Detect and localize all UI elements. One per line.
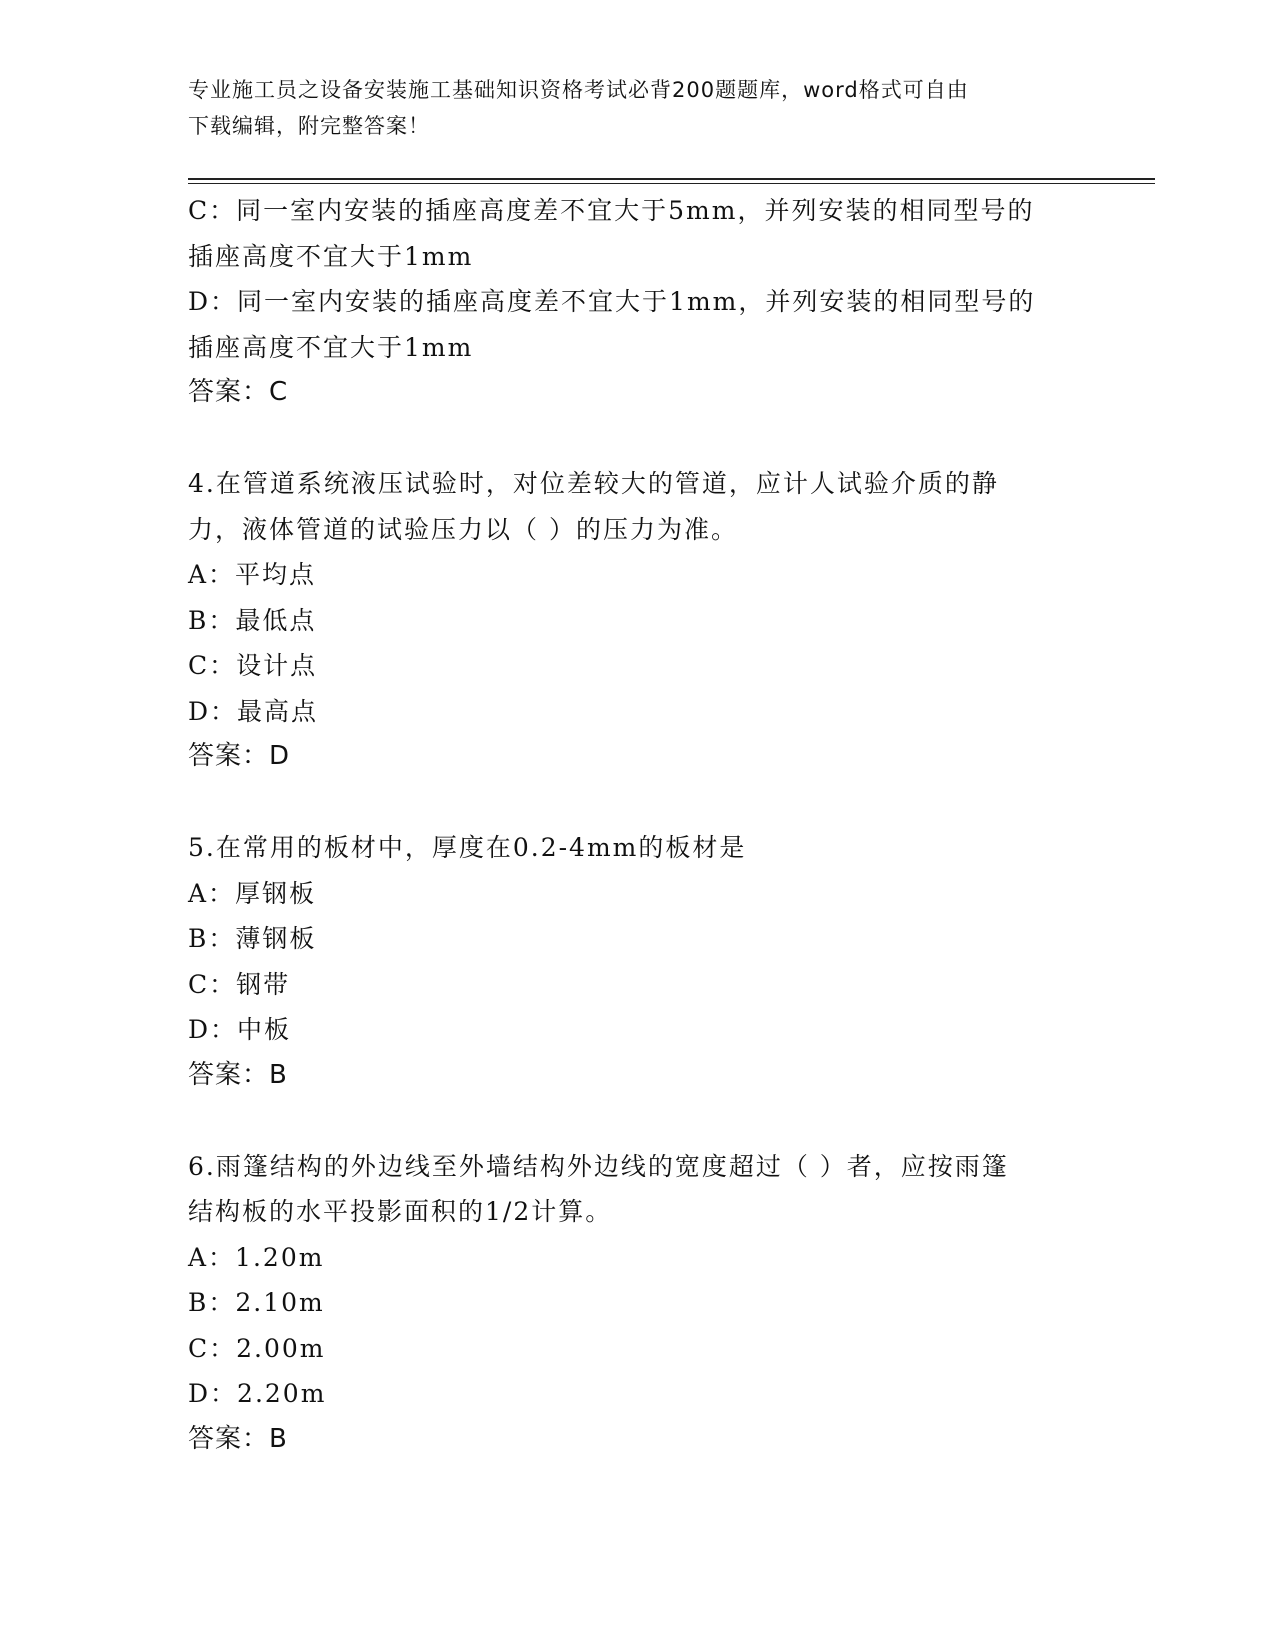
option-b: B：薄钢板 — [188, 924, 317, 953]
header-divider-thick — [188, 178, 1155, 180]
header-title-line-1: 专业施工员之设备安装施工基础知识资格考试必背200题题库，word格式可自由 — [188, 78, 969, 102]
option-d: D：最高点 — [188, 696, 319, 726]
option-a: A：厚钢板 — [188, 878, 317, 908]
question-list — [188, 188, 1088, 1462]
spacer — [188, 780, 1088, 826]
option-b: B：最低点 — [188, 605, 317, 635]
option-c: C：设计点 — [188, 651, 318, 680]
answer-line: 答案：C — [188, 377, 289, 407]
option-a: A：1.20m — [188, 1242, 325, 1272]
spacer — [188, 416, 1088, 462]
option-c-line-2: 插座高度不宜大于1mm — [188, 241, 474, 271]
question-stem-line-1: 5.在常用的板材中，厚度在0.2-4mm的板材是 — [188, 833, 747, 862]
option-b: B：2.10m — [188, 1288, 325, 1317]
question-4 — [188, 461, 1088, 780]
question-stem-line-1: 6.雨篷结构的外边线至外墙结构外边线的宽度超过（ ）者，应按雨篷 — [188, 1151, 1009, 1181]
answer-line: 答案：D — [188, 741, 291, 771]
option-d-line-1: D：同一室内安装的插座高度差不宜大于1mm，并列安装的相同型号的 — [188, 287, 1036, 316]
option-c: C：钢带 — [188, 969, 291, 999]
question-3-continued — [188, 188, 1088, 416]
answer-line: 答案：B — [188, 1423, 288, 1454]
option-a: A：平均点 — [188, 560, 317, 589]
question-6 — [188, 1144, 1088, 1463]
question-stem-line-2: 力，液体管道的试验压力以（ ）的压力为准。 — [188, 514, 738, 544]
question-stem-line-1: 4.在管道系统液压试验时，对位差较大的管道，应计人试验介质的静 — [188, 469, 999, 498]
header-title-line-2: 下载编辑，附完整答案！ — [188, 114, 430, 138]
option-d-line-2: 插座高度不宜大于1mm — [188, 332, 474, 362]
answer-line: 答案：B — [188, 1059, 288, 1090]
option-c: C：2.00m — [188, 1333, 326, 1363]
header-divider-thin — [188, 183, 1155, 184]
question-5 — [188, 825, 1088, 1098]
option-d: D：2.20m — [188, 1379, 327, 1408]
option-d: D：中板 — [188, 1015, 292, 1044]
option-c-line-1: C：同一室内安装的插座高度差不宜大于5mm，并列安装的相同型号的 — [188, 196, 1035, 225]
question-stem-line-2: 结构板的水平投影面积的1/2计算。 — [188, 1197, 613, 1226]
spacer — [188, 1098, 1088, 1144]
document-header — [188, 72, 1088, 144]
